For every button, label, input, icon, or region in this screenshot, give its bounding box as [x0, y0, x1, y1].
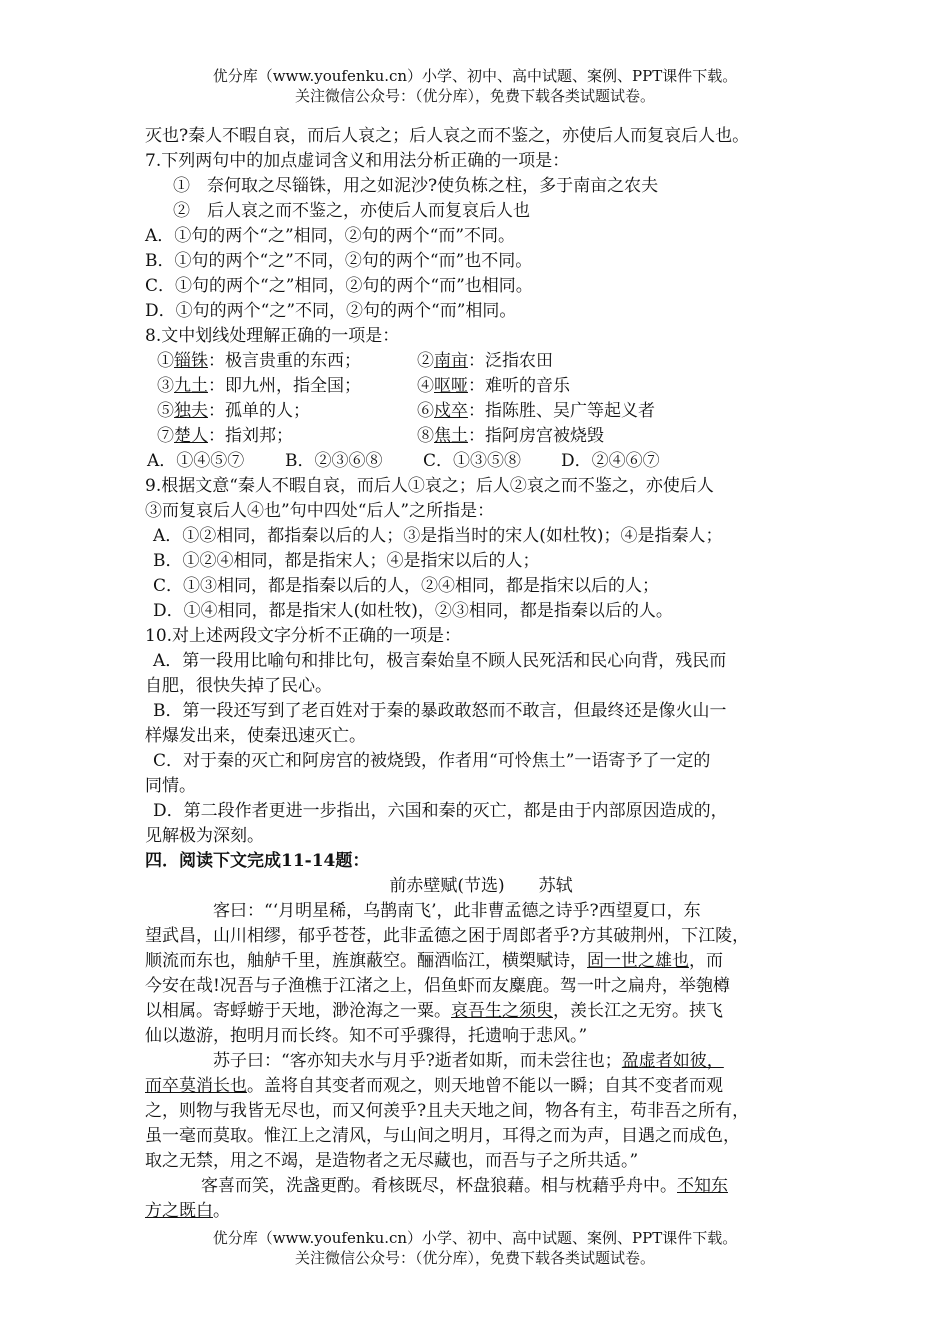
q8-item: ⑤独夫：孤单的人； — [157, 401, 310, 421]
passage-p1-line-4: 今安在哉!况吾与子渔樵于江渚之上，侣鱼虾而友麋鹿。驾一叶之扁舟，举匏樽 — [145, 976, 730, 996]
passage-title: 前赤壁赋(节选) 苏轼 — [389, 876, 573, 896]
q10-option-b-line-2: 样爆发出来，使秦迅速灭亡。 — [145, 726, 366, 746]
header-line-1: 优分库（www.youfenku.cn）小学、初中、高中试题、案例、PPT课件下载。 — [212, 67, 738, 85]
q7-stem: 7.下列两句中的加点虚词含义和用法分析正确的一项是： — [145, 151, 570, 171]
page-header — [0, 66, 950, 106]
q8-option-c: C．①③⑤⑧ — [423, 451, 522, 471]
underlined-phrase: 不知东 — [677, 1176, 728, 1196]
underlined-phrase: 方之既白 — [145, 1201, 213, 1221]
passage-p1-line-5: 以相属。寄蜉蝣于天地，渺沧海之一粟。哀吾生之须臾，羡长江之无穷。挟飞 — [145, 1001, 723, 1021]
footer-line-1: 优分库（www.youfenku.cn）小学、初中、高中试题、案例、PPT课件下载。 — [212, 1229, 738, 1247]
q9-option-a: A．①②相同，都指秦以后的人；③是指当时的宋人(如杜牧)；④是指秦人； — [153, 526, 723, 546]
passage-p2-line-1: 苏子曰：“客亦知夫水与月乎?逝者如斯，而未尝往也；盈虚者如彼， — [213, 1051, 724, 1071]
q7-option-d: D．①句的两个“之”不同，②句的两个“而”相同。 — [145, 301, 517, 321]
passage-p1-line-3: 顺流而东也，舳舻千里，旌旗蔽空。酾酒临江，横槊赋诗，固一世之雄也，而 — [145, 951, 723, 971]
q8-options — [145, 449, 817, 474]
q8-row-3 — [145, 399, 817, 424]
q10-stem: 10.对上述两段文字分析不正确的一项是： — [145, 626, 462, 646]
q10-option-d-line-2: 见解极为深刻。 — [145, 826, 264, 846]
q8-stem: 8.文中划线处理解正确的一项是： — [145, 326, 400, 346]
passage-p3-line-1: 客喜而笑，洗盏更酌。肴核既尽，杯盘狼藉。相与枕藉乎舟中。不知东 — [201, 1176, 728, 1196]
intro-line: 灭也?秦人不暇自哀，而后人哀之；后人哀之而不鉴之，亦使后人而复哀后人也。 — [145, 126, 750, 146]
q10-option-a-line-1: A．第一段用比喻句和排比句，极言秦始皇不顾人民死活和民心向背，残民而 — [153, 651, 727, 671]
underlined-phrase: 盈虚者如彼， — [621, 1051, 724, 1071]
q8-item: ④呕哑：难听的音乐 — [417, 376, 570, 396]
q10-option-a-line-2: 自肥，很快失掉了民心。 — [145, 676, 332, 696]
q7-option-b: B．①句的两个“之”不同，②句的两个“而”也不同。 — [145, 251, 533, 271]
section-4-heading: 四．阅读下文完成11-14题： — [145, 851, 370, 871]
q9-option-d: D．①④相同，都是指宋人(如杜牧)，②③相同，都是指秦以后的人。 — [153, 601, 673, 621]
passage-p3-line-2: 方之既白。 — [145, 1201, 230, 1221]
underlined-phrase: 而卒莫消长也 — [145, 1076, 247, 1096]
q8-row-2 — [145, 374, 817, 399]
passage-p1-line-1: 客曰：“‘月明星稀，乌鹊南飞’，此非曹孟德之诗乎?西望夏口，东 — [213, 901, 701, 921]
passage-p1-line-2: 望武昌，山川相缪，郁乎苍苍，此非孟德之困于周郎者乎?方其破荆州，下江陵， — [145, 926, 750, 946]
passage-p2-line-2: 而卒莫消长也。盖将自其变者而观之，则天地曾不能以一瞬；自其不变者而观 — [145, 1076, 723, 1096]
page-footer — [0, 1228, 950, 1268]
q8-item: ③九土：即九州，指全国； — [157, 376, 361, 396]
underlined-phrase: 固一世之雄也 — [587, 951, 689, 971]
q9-stem-1: 9.根据文意“秦人不暇自哀，而后人①哀之；后人②哀之而不鉴之，亦使后人 — [145, 476, 714, 496]
q7-option-c: C．①句的两个“之”相同，②句的两个“而”也相同。 — [145, 276, 533, 296]
q10-option-b-line-1: B．第一段还写到了老百姓对于秦的暴政敢怒而不敢言，但最终还是像火山一 — [153, 701, 727, 721]
passage-p1-line-6: 仙以遨游，抱明月而长终。知不可乎骤得，托遗响于悲风。” — [145, 1026, 588, 1046]
underlined-phrase: 哀吾生之须臾 — [451, 1001, 553, 1021]
q8-item: ⑥戍卒：指陈胜、吴广等起义者 — [417, 401, 655, 421]
document-body — [145, 124, 817, 1224]
q10-option-c-line-2: 同情。 — [145, 776, 196, 796]
q10-option-d-line-1: D．第二段作者更进一步指出，六国和秦的灭亡，都是由于内部原因造成的， — [153, 801, 728, 821]
q8-row-1 — [145, 349, 817, 374]
q9-stem-2: ③而复哀后人④也”句中四处“后人”之所指是： — [145, 501, 495, 521]
q8-option-a: A．①④⑤⑦ — [147, 451, 245, 471]
q8-item: ①锱铢：极言贵重的东西； — [157, 351, 361, 371]
header-line-2: 关注微信公众号：（优分库），免费下载各类试题试卷。 — [294, 87, 655, 105]
q8-item: ②南亩：泛指农田 — [417, 351, 553, 371]
q9-option-c: C．①③相同，都是指秦以后的人，②④相同，都是指宋以后的人； — [153, 576, 660, 596]
q7-option-a: A．①句的两个“之”相同，②句的两个“而”不同。 — [145, 226, 516, 246]
q8-option-d: D．②④⑥⑦ — [561, 451, 660, 471]
passage-p2-line-3: 之，则物与我皆无尽也，而又何羡乎?且夫天地之间，物各有主，苟非吾之所有， — [145, 1101, 750, 1121]
q9-option-b: B．①②④相同，都是指宋人；④是指宋以后的人； — [153, 551, 540, 571]
q8-item: ⑧焦土：指阿房宫被烧毁 — [417, 426, 604, 446]
q7-sentence-2: ② 后人哀之而不鉴之，亦使后人而复哀后人也 — [173, 201, 530, 221]
q10-option-c-line-1: C．对于秦的灭亡和阿房宫的被烧毁，作者用“可怜焦土”一语寄予了一定的 — [153, 751, 711, 771]
q8-option-b: B．②③⑥⑧ — [285, 451, 383, 471]
q7-sentence-1: ① 奈何取之尽锱铢，用之如泥沙?使负栋之柱，多于南亩之农夫 — [173, 176, 659, 196]
q8-row-4 — [145, 424, 817, 449]
passage-p2-line-4: 虽一毫而莫取。惟江上之清风，与山间之明月，耳得之而为声，目遇之而成色， — [145, 1126, 740, 1146]
q8-item: ⑦楚人：指刘邦； — [157, 426, 293, 446]
footer-line-2: 关注微信公众号：（优分库），免费下载各类试题试卷。 — [294, 1249, 655, 1267]
passage-p2-line-5: 取之无禁，用之不竭，是造物者之无尽藏也，而吾与子之所共适。” — [145, 1151, 639, 1171]
